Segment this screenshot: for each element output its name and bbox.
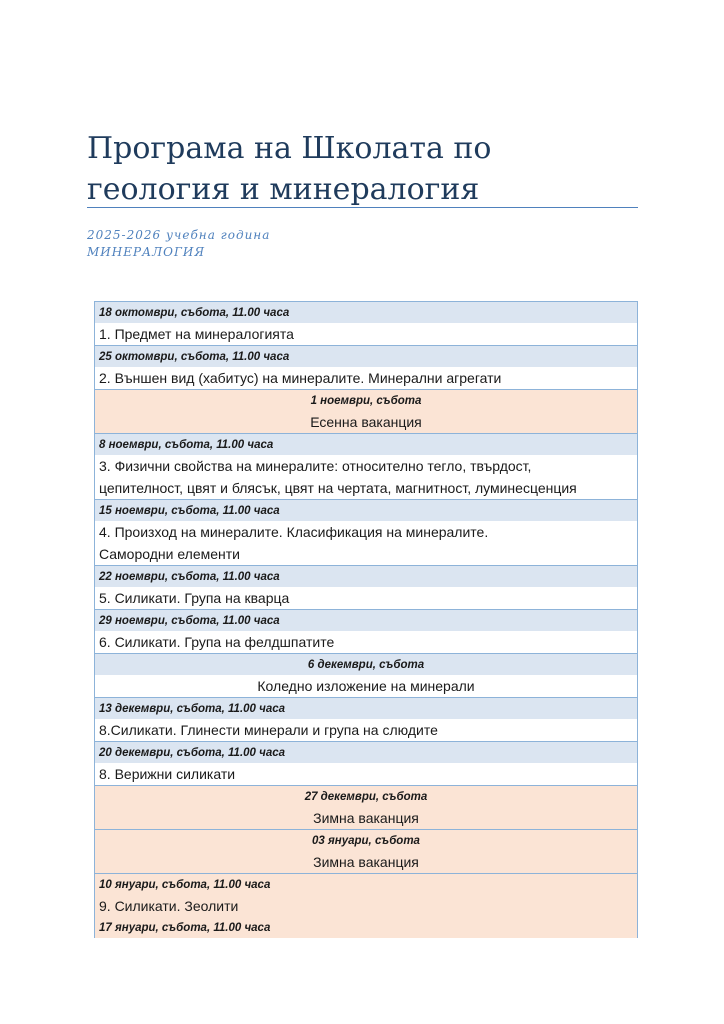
session-topic: цепителност, цвят и блясък, цвят на чертата, магнитност, луминесценция: [95, 477, 638, 500]
session-topic: 2. Външен вид (хабитус) на минералите. Минерални агрегати: [95, 367, 638, 390]
session-topic: 8.Силикати. Глинести минерали и група на слюдите: [95, 719, 638, 742]
title-divider: [87, 207, 638, 208]
session-topic: 8. Верижни силикати: [95, 763, 638, 786]
session-date: 20 декември, събота, 11.00 часа: [95, 742, 638, 764]
session-date: 17 януари, събота, 11.00 часа: [95, 917, 638, 938]
session-topic: 4. Произход на минералите. Класификация на минералите.: [95, 521, 638, 543]
session-topic: 9. Силикати. Зеолити: [95, 895, 638, 917]
holiday-date: 27 декември, събота: [95, 786, 638, 808]
session-date: 13 декември, събота, 11.00 часа: [95, 698, 638, 720]
session-date: 10 януари, събота, 11.00 часа: [95, 874, 638, 896]
holiday-date: 1 ноември, събота: [95, 390, 638, 412]
section-name: МИНЕРАЛОГИЯ: [87, 245, 206, 259]
school-year: 2025-2026 учебна година: [87, 228, 271, 242]
session-date: 15 ноември, събота, 11.00 часа: [95, 500, 638, 522]
schedule-table: [94, 301, 638, 938]
session-date: 18 октомври, събота, 11.00 часа: [95, 302, 638, 324]
session-date: 22 ноември, събота, 11.00 часа: [95, 566, 638, 588]
session-topic: 6. Силикати. Група на фелдшпатите: [95, 631, 638, 654]
holiday-date: 03 януари, събота: [95, 830, 638, 852]
session-date: 25 октомври, събота, 11.00 часа: [95, 346, 638, 368]
session-topic: 1. Предмет на минералогията: [95, 323, 638, 346]
subtitle: [87, 227, 270, 261]
event-date: 6 декември, събота: [95, 654, 638, 676]
session-topic: 5. Силикати. Група на кварца: [95, 587, 638, 610]
session-topic: Самородни елементи: [95, 543, 638, 566]
holiday-label: Зимна ваканция: [95, 807, 638, 830]
session-date: 29 ноември, събота, 11.00 часа: [95, 610, 638, 632]
page-title: [87, 128, 647, 210]
page-title-line-2: геология и минералогия: [87, 172, 480, 207]
session-date: 8 ноември, събота, 11.00 часа: [95, 434, 638, 456]
session-topic: 3. Физични свойства на минералите: относително тегло, твърдост,: [95, 455, 638, 477]
holiday-label: Зимна ваканция: [95, 851, 638, 874]
event-label: Коледно изложение на минерали: [95, 675, 638, 698]
holiday-label: Есенна ваканция: [95, 411, 638, 434]
page-title-line-1: Програма на Школата по: [87, 131, 492, 166]
